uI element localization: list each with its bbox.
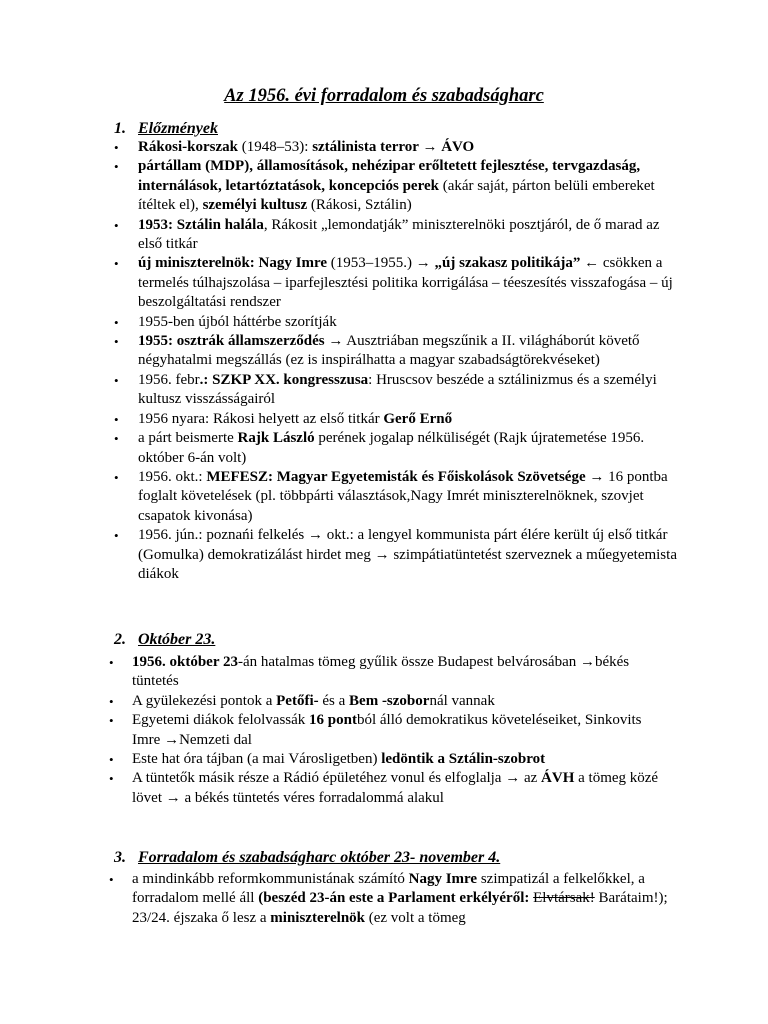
list-item — [109, 692, 662, 711]
list-item — [114, 429, 678, 468]
list-item — [114, 313, 678, 332]
item-text: A tüntetők másik része a Rádió épületéhez vonul és elfoglalja → az — [132, 770, 542, 787]
section-number: 1. — [114, 120, 126, 137]
item-text: : Hruscsov beszéde a sztálinizmus és a személyi kultusz visszásságairól — [138, 371, 657, 408]
item-text: Este hat óra tájban (a mai Városligetben) — [132, 751, 382, 768]
item-text: Rákosi-korszak — [138, 139, 239, 155]
item-text: (1948–53): — [238, 139, 313, 155]
item-text: nál vannak — [429, 692, 495, 709]
item-text: új miniszterelnök: Nagy Imre — [138, 255, 328, 272]
list-item — [109, 750, 662, 769]
item-text: 1955: osztrák államszerződés — [138, 333, 325, 350]
section-number: 3. — [114, 849, 126, 866]
item-text: (akár saját, párton belüli embereket ítéltek el), — [138, 177, 655, 214]
bullet-icon: • — [114, 469, 119, 485]
item-text: ← csökken a termelés túlhajszolása – iparfejlesztési politika korrigálása – téeszesítés visszafogása – új beszolgáltatási rendszer — [138, 255, 673, 311]
item-text: Barátaim!); 23/24. éjszaka ő lesz a — [132, 890, 668, 926]
item-text: perének jogalap nélküliségét (Rajk újratemetése 1956. október 6-án volt) — [138, 430, 645, 466]
item-text: ledöntik a Sztálin-szobrot — [381, 751, 546, 768]
bullet-icon: • — [114, 256, 119, 272]
item-text: → Ausztriában megszűnik a II. világháborút követő négyhatalmi megszállás (ez is inspirálhatta a magyar szabadságtörekvéseket) — [138, 333, 640, 369]
item-text: sztálinista terror → ÁVO — [312, 139, 475, 155]
section-list-1 — [114, 138, 678, 584]
bullet-icon: • — [114, 372, 119, 388]
bullet-icon: • — [114, 528, 119, 544]
section-heading-2 — [114, 631, 215, 649]
list-item — [114, 157, 678, 215]
list-item — [114, 410, 678, 429]
section-list-3 — [109, 870, 677, 928]
list-item — [114, 371, 678, 410]
item-text: (Rákosi, Sztálin) — [307, 197, 412, 214]
list-item — [109, 711, 662, 750]
item-text: → 16 pontba foglalt követelések (pl. többpárti választások,Nagy Imrét miniszterelnöknek, szovjet csapatok kivonása) — [138, 468, 668, 524]
item-text: pártállam (MDP), államosítások, nehézipar erőltetett fejlesztése, tervgazdaság, internálások, letartóztatások, koncepciós perek — [138, 158, 641, 194]
list-item — [114, 254, 678, 312]
list-item — [114, 526, 678, 584]
section-title: Előzmények — [138, 120, 218, 137]
bullet-icon: • — [114, 159, 119, 175]
item-text: és a — [318, 692, 350, 709]
bullet-icon: • — [114, 314, 119, 330]
item-text: a párt beismerte — [138, 430, 238, 447]
section-number: 2. — [114, 631, 126, 648]
bullet-icon: • — [114, 217, 119, 233]
item-text: Gerő Ernő — [383, 410, 453, 427]
item-text: ÁVH — [541, 770, 575, 787]
section-list-2 — [109, 653, 662, 808]
item-text: 1956. október 23 — [132, 654, 238, 670]
bullet-icon: • — [109, 752, 114, 768]
document-title: Az 1956. évi forradalom és szabadságharc — [224, 86, 544, 106]
item-text: Elvtársak! — [533, 890, 595, 907]
item-text: 1956. jún.: poznańi felkelés → okt.: a lengyel kommunista párt élére került új első titkár (Gomulka) demokratizálást hirdet meg → szimpátiatüntetést szerveznek a műegyetemista diákok — [138, 527, 677, 582]
item-text: 16 pont — [309, 712, 357, 729]
item-text: 1955-ben újból háttérbe szorítják — [138, 313, 337, 330]
item-text: ból álló demokratikus követeléseiket, Sinkovits Imre →Nemzeti dal — [132, 712, 642, 748]
item-text: 1956. okt.: — [138, 468, 207, 485]
bullet-icon: • — [109, 872, 114, 887]
item-text: Bem -szobor — [349, 692, 430, 709]
item-text: , Rákosit „lemondatják” miniszterelnöki posztjáról, de ő marad az első titkár — [138, 216, 660, 253]
item-text: -án hatalmas tömeg gyűlik össze Budapest belvárosában →békés tüntetés — [132, 654, 630, 690]
item-text: személyi kultusz — [202, 197, 308, 214]
item-text: 1956. febr — [138, 371, 200, 388]
item-text: (ez volt a tömeg — [365, 909, 466, 926]
item-text: Rajk László — [237, 430, 315, 447]
item-text: 1956 nyara: Rákosi helyett az első titkár — [138, 410, 384, 427]
item-text: (beszéd 23-án este a Parlament erkélyéről: — [258, 890, 534, 907]
list-item — [114, 138, 678, 157]
section-heading-1 — [114, 120, 218, 138]
list-item — [114, 332, 678, 371]
bullet-icon: • — [109, 771, 114, 787]
list-item — [109, 769, 662, 808]
item-text: .: SZKP XX. kongresszusa — [199, 371, 369, 388]
item-text: MEFESZ: Magyar Egyetemisták és Főiskolások Szövetsége — [206, 468, 586, 485]
section-title: Október 23. — [138, 631, 216, 648]
item-text: (1953–1955.) — [327, 255, 416, 272]
bullet-icon: • — [114, 140, 119, 155]
bullet-icon: • — [109, 693, 114, 709]
list-item — [114, 468, 678, 526]
item-text: → „új szakasz politikája” — [415, 255, 581, 272]
item-text: A gyülekezési pontok a — [132, 692, 277, 709]
section-title: Forradalom és szabadságharc október 23- november 4. — [138, 849, 501, 866]
list-item — [109, 653, 662, 692]
bullet-icon: • — [109, 713, 114, 729]
list-item — [114, 216, 678, 255]
item-text: szimpatizál a felkelőkkel, a forradalom mellé áll — [132, 871, 645, 907]
item-text: Petőfi- — [276, 692, 319, 709]
section-heading-3 — [114, 849, 500, 867]
item-text: a mindinkább reformkommunistának számító — [132, 871, 409, 887]
bullet-icon: • — [114, 334, 119, 350]
item-text: Egyetemi diákok felolvassák — [132, 712, 310, 729]
bullet-icon: • — [114, 411, 119, 427]
bullet-icon: • — [109, 655, 114, 670]
item-text: 1953: Sztálin halála — [138, 216, 264, 233]
bullet-icon: • — [114, 431, 119, 447]
item-text: Nagy Imre — [408, 871, 478, 887]
item-text: miniszterelnök — [270, 909, 365, 926]
list-item — [109, 870, 677, 928]
item-text: a tömeg közé lövet → a békés tüntetés véres forradalommá alakul — [132, 770, 659, 806]
